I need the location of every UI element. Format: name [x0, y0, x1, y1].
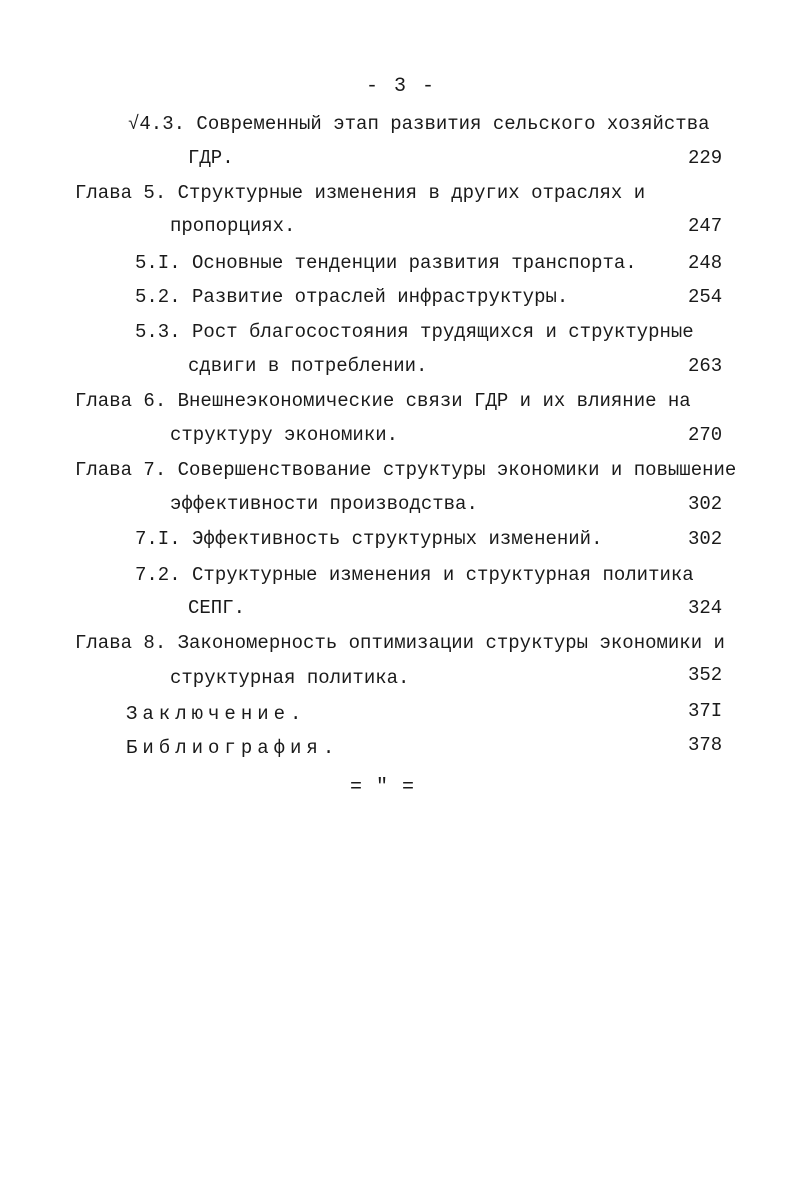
end-mark: = " = [350, 776, 416, 799]
toc-entry-page: 378 [688, 734, 723, 756]
toc-entry-page: 248 [688, 252, 723, 274]
toc-entry-text: 5.2. Развитие отраслей инфраструктуры. [135, 286, 569, 308]
toc-entry-text: √4.3. Современный этап развития сельского хозяйства [128, 113, 710, 135]
toc-entry-text: пропорциях. [170, 215, 296, 237]
toc-entry-page: 247 [688, 215, 723, 237]
toc-entry-page: 263 [688, 355, 723, 377]
page-number: - 3 - [366, 75, 437, 98]
toc-entry-text: Глава 7. Совершенствование структуры экономики и повышение [75, 459, 737, 481]
toc-entry-text: СЕПГ. [188, 597, 246, 619]
toc-entry-page: 254 [688, 286, 723, 308]
toc-entry-text: Глава 6. Внешнеэкономические связи ГДР и их влияние на [75, 390, 691, 412]
toc-entry-page: 324 [688, 597, 723, 619]
toc-entry-page: 229 [688, 147, 723, 169]
toc-entry-text: эффективности производства. [170, 493, 478, 515]
toc-entry-page: 37I [688, 700, 723, 722]
toc-entry-text: ГДР. [188, 147, 234, 169]
toc-entry-text: структурная политика. [170, 667, 410, 689]
toc-entry-text: 5.I. Основные тенденции развития транспорта. [135, 252, 637, 274]
toc-entry-conclusion: Заключение. [126, 703, 307, 725]
toc-entry-text: Глава 8. Закономерность оптимизации структуры экономики и [75, 632, 725, 654]
toc-entry-page: 352 [688, 664, 723, 686]
toc-entry-page: 302 [688, 528, 723, 550]
toc-entry-text: 7.2. Структурные изменения и структурная политика [135, 564, 694, 586]
toc-entry-bibliography: Библиография. [126, 737, 340, 759]
toc-entry-page: 270 [688, 424, 723, 446]
toc-entry-text: 7.I. Эффективность структурных изменений. [135, 528, 603, 550]
toc-entry-text: сдвиги в потреблении. [188, 355, 428, 377]
toc-entry-page: 302 [688, 493, 723, 515]
toc-entry-text: структуру экономики. [170, 424, 399, 446]
toc-entry-text: 5.3. Рост благосостояния трудящихся и структурные [135, 321, 694, 343]
toc-entry-text: Глава 5. Структурные изменения в других отраслях и [75, 182, 646, 204]
